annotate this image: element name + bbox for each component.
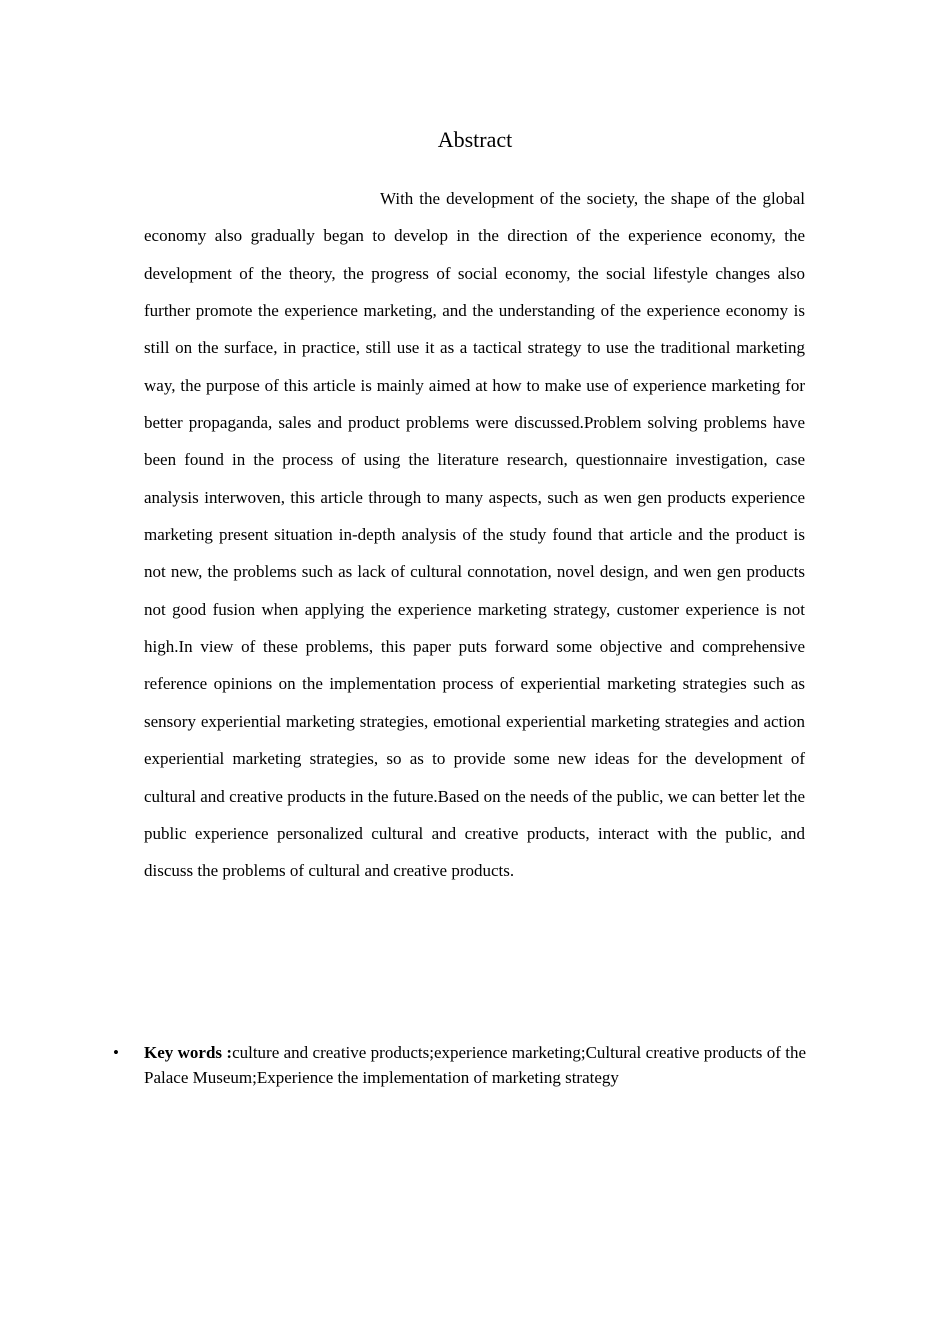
abstract-body: With the development of the society, the shape of the global economy also gradually began to develop in the direction of the experience economy, the development of the theory, the progress of social economy, the social lifestyle changes also further promote the experience marketing, and the understanding of the experience economy is still on the surface, in practice, still use it as a tactical strategy to use the traditional marketing way, the purpose of this article is mainly aimed at how to make use of experience marketing for better propaganda, sales and product problems were discussed.Problem solving problems have been found in the process of using the literature research, questionnaire investigation, case analysis interwoven, this article through to many aspects, such as wen gen products experience marketing present situation in-depth analysis of the study found that article and the product is not new, the problems such as lack of cultural connotation, novel design, and wen gen products not good fusion when applying the experience marketing strategy, customer experience is not high.In view of these problems, this paper puts forward some objective and comprehensive reference opinions on the implementation process of experiential marketing strategies such as sensory experiential marketing strategies, emotional experiential marketing strategies and action experiential marketing strategies, so as to provide some new ideas for the development of cultural and creative products in the future.Based on the needs of the public, we can better let the public experience personalized cultural and creative products, interact with the public, and discuss the problems of cultural and creative products.: [144, 189, 805, 881]
keywords-paragraph: [144, 1040, 806, 1090]
abstract-title: Abstract: [437, 127, 513, 152]
keywords-label: Key words :: [144, 1043, 233, 1062]
keywords-bullet: •: [113, 1043, 119, 1062]
keywords-text: culture and creative products;experience marketing;Cultural creative products of the Palace Museum;Experience the implementation of marketing strategy: [144, 1043, 806, 1087]
